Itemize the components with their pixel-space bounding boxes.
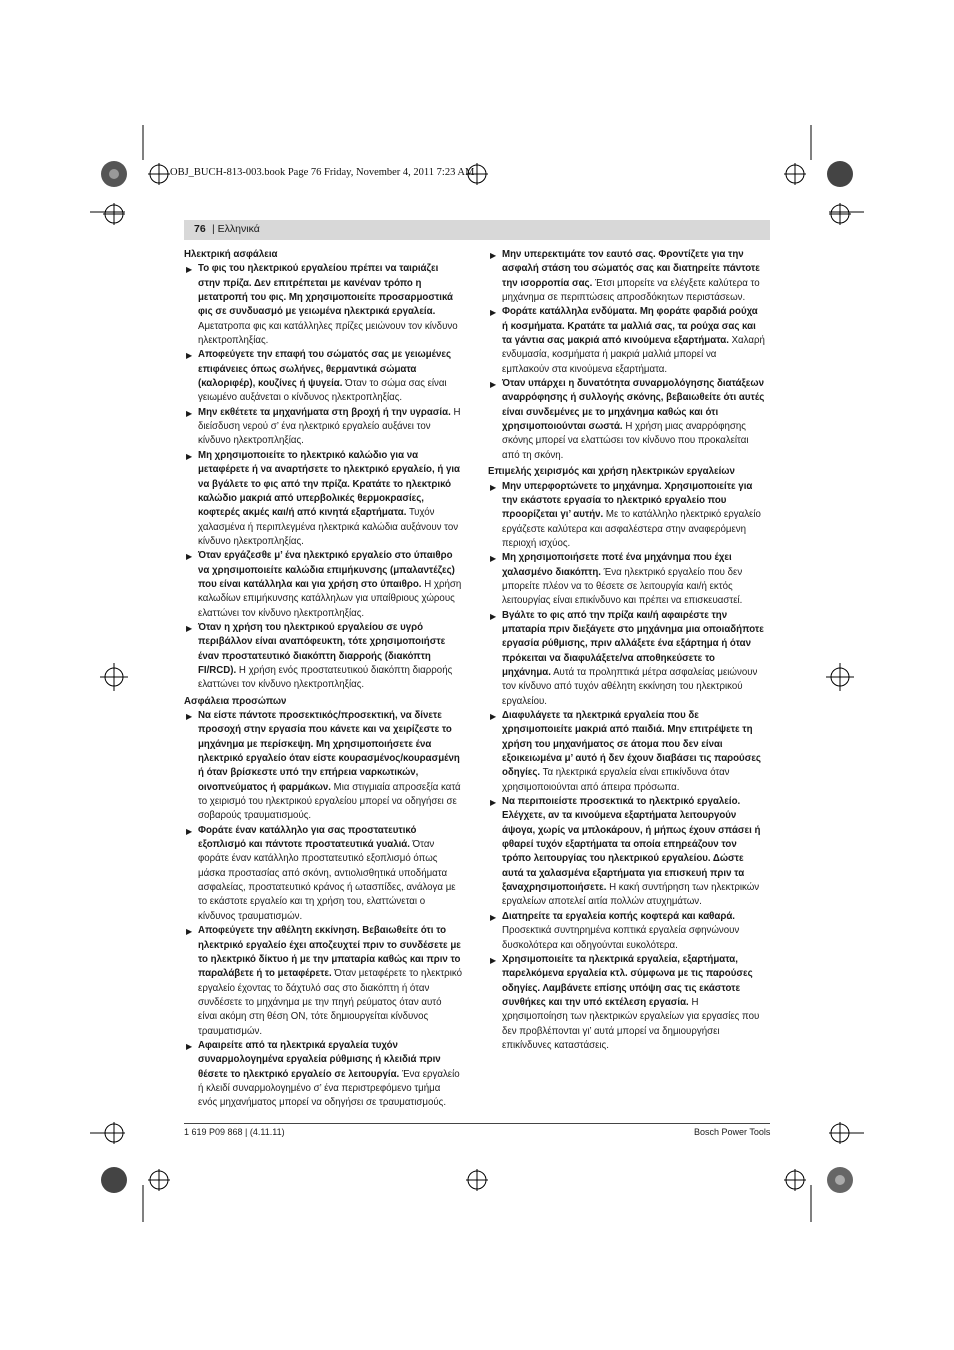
instruction-text: Η διείσδυση νερού σ’ ένα ηλεκτρικό εργαλείο αυξάνει τον κίνδυνο ηλεκτροπληξίας. bbox=[198, 406, 461, 447]
triangle-bullet-icon: ▶ bbox=[490, 380, 497, 390]
footer-rule bbox=[184, 1123, 770, 1124]
triangle-bullet-icon: ▶ bbox=[186, 265, 193, 275]
instruction-bold: Όταν υπάρχει η δυνατότητα συναρμολόγησης διατάξεων αναρρόφησης ή συλλογής σκόνης, βεβαιωθείτε ότι αυτές είναι συνδεμένες με το μηχάνημα καθώς και ότι χρησιμοποιούνται σωστά. bbox=[502, 378, 765, 433]
instruction-bold: Χρησιμοποιείτε τα ηλεκτρικά εργαλεία, εξαρτήματα, παρελκόμενα εργαλεία κτλ. σύμφωνα με τις παρούσες οδηγίες. Λαμβάνετε επίσης υπόψη σας τις εκάστοτε συνθήκες και την υπό εκτέλεση εργασία. bbox=[502, 953, 753, 1008]
safety-instruction bbox=[184, 406, 462, 449]
instruction-bold: Μη χρησιμοποιήσετε ποτέ ένα μηχάνημα που έχει χαλασμένο διακόπτη. bbox=[502, 552, 732, 578]
instruction-text: Αμετατροπα φις και κατάλληλες πρίζες μειώνουν τον κίνδυνο ηλεκτροπληξίας. bbox=[198, 320, 458, 347]
safety-instruction bbox=[488, 551, 766, 608]
safety-instruction bbox=[184, 709, 462, 824]
footer-brand: Bosch Power Tools bbox=[694, 1127, 771, 1137]
header-bar bbox=[184, 220, 770, 240]
instruction-bold: Να είστε πάντοτε προσεκτικός/προσεκτική, να δίνετε προσοχή στην εργασία που κάνετε και να χειρίζεστε το μηχάνημα με περίσκεψη. Μη χρησιμοποιήσετε ένα ηλεκτρικό εργαλείο όταν είστε κουρασμένος/κουρασμένη ή όταν βρίσκεστε υπό την επήρεια ναρκωτικών, οινοπνεύματος ή φαρμάκων. bbox=[198, 710, 460, 793]
instruction-bold: Αποφεύγετε την αθέλητη εκκίνηση. Βεβαιωθείτε ότι το ηλεκτρικό εργαλείο έχει αποζευχτεί πριν το συνδέσετε με το ηλεκτρικό δίκτυο ή με την μπαταρία καθώς και πριν το παραλάβετε ή το μεταφέρετε. bbox=[198, 925, 461, 980]
instruction-bold: Μην υπερεκτιμάτε τον εαυτό σας. Φροντίζετε για την ασφαλή στάση του σώματός σας και διατηρείτε πάντοτε την ισορροπία σας. bbox=[502, 249, 760, 289]
instruction-text: Όταν μεταφέρετε το ηλεκτρικό εργαλείο έχοντας το δάχτυλό σας στο διακόπτη ή όταν συνδέσετε το μηχάνημα με την πηγή ρεύματος όταν αυτό είναι ακόμη στη θέση ON, τότε δημιουργείται κίνδυνος τραυματισμών. bbox=[198, 968, 462, 1037]
instruction-text: Μια στιγμιαία απροσεξία κατά το χειρισμό του ηλεκτρικού εργαλείου μπορεί να οδηγήσει σε σοβαρούς τραυματισμούς. bbox=[198, 781, 461, 822]
instruction-text: Η κακή συντήρηση των ηλεκτρικών εργαλείων αποτελεί αιτία πολλών ατυχημάτων. bbox=[502, 882, 760, 908]
triangle-bullet-icon: ▶ bbox=[490, 798, 497, 808]
triangle-bullet-icon: ▶ bbox=[186, 351, 193, 361]
instruction-bold: Το φις του ηλεκτρικού εργαλείου πρέπει να ταιριάζει στην πρίζα. Δεν επιτρέπεται με κανέναν τρόπο η μετατροπή του φις. Μη χρησιμοποιείτε προσαρμοστικά φις σε συνδυασμό με γειωμένα ηλεκτρικά εργαλεία. bbox=[198, 263, 454, 318]
triangle-bullet-icon: ▶ bbox=[186, 623, 193, 633]
instruction-bold: Όταν η χρήση του ηλεκτρικού εργαλείου σε υγρό περιβάλλον είναι αναπόφευκτη, τότε χρησιμοποιήστε έναν προστατευτικό διακόπτη διαρροής (διακόπτη FI/RCD). bbox=[198, 621, 446, 676]
instruction-text: Η χρησιμοποίηση των ηλεκτρικών εργαλείων για εργασίες που δεν προβλέπονται γι’ αυτά μπορεί να δημιουργήσει επικίνδυνες καταστάσεις. bbox=[502, 996, 760, 1051]
instruction-bold: Μη χρησιμοποιείτε το ηλεκτρικό καλώδιο για να μεταφέρετε ή να αναρτήσετε το ηλεκτρικό εργαλείο, ή για να βγάλετε το φις από την πρίζα. Κρατάτε το ηλεκτρικό καλώδιο μακριά από υπερβολικές θερμοκρασίες, κοφτερές ακμές και/ή από κινητά εξαρτήματα. bbox=[198, 449, 461, 519]
safety-instruction bbox=[488, 480, 766, 552]
instruction-bold: Διατηρείτε τα εργαλεία κοπής κοφτερά και καθαρά. bbox=[502, 910, 735, 922]
safety-instruction bbox=[488, 248, 766, 305]
instruction-bold: Διαφυλάγετε τα ηλεκτρικά εργαλεία που δε χρησιμοποιείτε μακριά από παιδιά. Μην επιτρέψετε τη χρήση του μηχανήματος σε άτομα που δεν είναι εξοικειωμένα μ’ αυτό ή δεν έχουν διαβάσει τις παρούσες οδηγίες. bbox=[502, 710, 761, 779]
footer-doc-number: 1 619 P09 868 | (4.11.11) bbox=[184, 1127, 285, 1137]
instruction-bold: Φοράτε κατάλληλα ενδύματα. Μη φοράτε φαρδιά ρούχα ή κοσμήματα. Κρατάτε τα μαλλιά σας, τα ρούχα σας και τα γάντια σας μακριά από κινούμενα εξαρτήματα. bbox=[502, 306, 758, 347]
instruction-text: Τυχόν χαλασμένα ή περιπλεγμένα ηλεκτρικά καλώδια αυξάνουν τον κίνδυνο ηλεκτροπληξίας. bbox=[198, 507, 459, 547]
instruction-text: Με το κατάλληλο ηλεκτρικό εργαλείο εργάζεστε καλύτερα και ασφαλέστερα στην αναφερόμενη περιοχή ισχύος. bbox=[502, 509, 761, 549]
right-column bbox=[488, 248, 766, 1053]
instruction-text: Έτσι μπορείτε να ελέγξετε καλύτερα το μηχάνημα σε περιπτώσεις απροσδόκητων περιστάσεων. bbox=[502, 277, 760, 304]
instruction-text: Όταν φοράτε έναν κατάλληλο προστατευτικό εξοπλισμό όπως μάσκα προστασίας από σκόνη, αντιολισθητικά υποδήματα ασφαλείας, προστατευτικό κράνος ή ωτασπίδες, ανάλογα με το εκάστοτε εργαλείο και τη χρήση του, ελαττώνεται ο κίνδυνος τραυματισμών. bbox=[198, 839, 456, 922]
instruction-text: Ένα εργαλείο ή κλειδί συναρμολογημένο σ’ ένα περιστρεφόμενο τμήμα ενός μηχανήματος μπορεί να οδηγήσει σε τραυματισμούς. bbox=[198, 1068, 460, 1109]
safety-instruction bbox=[488, 953, 766, 1053]
triangle-bullet-icon: ▶ bbox=[490, 251, 497, 260]
triangle-bullet-icon: ▶ bbox=[490, 912, 497, 922]
triangle-bullet-icon: ▶ bbox=[490, 554, 497, 564]
triangle-bullet-icon: ▶ bbox=[490, 712, 497, 721]
instruction-text: Όταν το σώμα σας είναι γειωμένο αυξάνεται ο κίνδυνος ηλεκτροπληξίας. bbox=[198, 378, 447, 404]
instruction-bold: Αποφεύγετε την επαφή του σώματός σας με γειωμένες επιφάνειες όπως σωλήνες, θερμαντικά σώματα (καλοριφέρ), κουζίνες ή ψυγεία. bbox=[198, 349, 452, 390]
triangle-bullet-icon: ▶ bbox=[490, 611, 497, 621]
triangle-bullet-icon: ▶ bbox=[186, 552, 193, 562]
safety-instruction bbox=[488, 709, 766, 795]
triangle-bullet-icon: ▶ bbox=[490, 482, 497, 492]
safety-instruction bbox=[184, 824, 462, 924]
triangle-bullet-icon: ▶ bbox=[186, 927, 193, 937]
instruction-bold: Αφαιρείτε από τα ηλεκτρικά εργαλεία τυχόν συναρμολογημένα εργαλεία ρύθμισης ή κλειδιά πριν θέσετε το ηλεκτρικό εργαλείο σε λειτουργία. bbox=[198, 1039, 441, 1080]
triangle-bullet-icon: ▶ bbox=[186, 451, 193, 461]
instruction-text: Η χρήση καλωδίων επιμήκυνσης κατάλληλων για υπαίθριους χώρους ελαττώνει τον κίνδυνο ηλεκτροπληξίας. bbox=[198, 578, 462, 619]
section-title-electrical-safety: Ηλεκτρική ασφάλεια bbox=[184, 249, 278, 260]
language-label: | Ελληνικά bbox=[212, 223, 260, 235]
safety-instruction bbox=[488, 795, 766, 910]
safety-instruction bbox=[184, 621, 462, 693]
triangle-bullet-icon: ▶ bbox=[186, 712, 193, 721]
safety-instruction bbox=[184, 924, 462, 1039]
safety-instruction bbox=[488, 910, 766, 953]
instruction-bold: Να περιποιείστε προσεκτικά το ηλεκτρικό εργαλείο. Ελέγχετε, αν τα κινούμενα εξαρτήματα λειτουργούν άψογα, χωρίς να μπλοκάρουν, ή μήπως έχουν σπάσει ή φθαρεί τυχόν εξαρτήματα τα οποία επηρεάζουν τον τρόπο λειτουργίας του ηλεκτρικού εργαλείου. Δώστε αυτά τα χαλασμένα εξαρτήματα για επισκευή πριν τα ξαναχρησιμοποιήσετε. bbox=[502, 796, 761, 894]
instruction-text: Τα ηλεκτρικά εργαλεία είναι επικίνδυνα όταν χρησιμοποιούνται από άπειρα πρόσωπα. bbox=[502, 767, 730, 793]
triangle-bullet-icon: ▶ bbox=[186, 1041, 193, 1051]
safety-instruction bbox=[184, 449, 462, 549]
triangle-bullet-icon: ▶ bbox=[186, 408, 193, 418]
safety-instruction bbox=[488, 609, 766, 709]
safety-instruction bbox=[184, 262, 462, 348]
safety-instruction bbox=[184, 1039, 462, 1111]
left-column bbox=[184, 248, 462, 1111]
safety-instruction bbox=[488, 305, 766, 377]
safety-instruction bbox=[184, 549, 462, 621]
instruction-text: Χαλαρή ενδυμασία, κοσμήματα ή μακριά μαλλιά μπορεί να εμπλακούν στα κινούμενα εξαρτήματα. bbox=[502, 335, 765, 375]
instruction-bold: Μην υπερφορτώνετε το μηχάνημα. Χρησιμοποιείτε για την εκάστοτε εργασία το ηλεκτρικό εργαλείο που προορίζεται γι’ αυτήν. bbox=[502, 480, 753, 521]
instruction-text: Η χρήση ενός προστατευτικού διακόπτη διαρροής ελαττώνει τον κίνδυνο ηλεκτροπληξίας. bbox=[198, 664, 453, 691]
triangle-bullet-icon: ▶ bbox=[186, 826, 193, 836]
section-title-personal-safety: Ασφάλεια προσώπων bbox=[184, 695, 287, 707]
triangle-bullet-icon: ▶ bbox=[490, 308, 497, 318]
safety-instruction bbox=[184, 348, 462, 405]
instruction-bold: Φοράτε έναν κατάλληλο για σας προστατευτικό εξοπλισμό και πάντοτε προστατευτικά γυαλιά. bbox=[198, 824, 417, 851]
instruction-bold: Όταν εργάζεσθε μ’ ένα ηλεκτρικό εργαλείο στο ύπαιθρο να χρησιμοποιείτε καλώδια επιμήκυνσης (μπαλαντέζες) που είναι κατάλληλα και για χρήση στο ύπαιθρο. bbox=[198, 550, 455, 590]
instruction-bold: Βγάλτε το φις από την πρίζα και/ή αφαιρέστε την μπαταρία πριν διεξάγετε στο μηχάνημα μια οποιαδήποτε εργασία ρύθμισης, πριν αλλάξετε ένα εξάρτημα ή όταν πρόκειται να διαφυλάξετε/να αποθηκεύσετε το μηχάνημα. bbox=[502, 609, 764, 678]
instruction-text: Προσεκτικά συντηρημένα κοπτικά εργαλεία σφηνώνουν δυσκολότερα και οδηγούνται ευκολότερα. bbox=[502, 925, 740, 951]
print-slug: OBJ_BUCH-813-003.book Page 76 Friday, November 4, 2011 7:23 AM bbox=[170, 167, 475, 178]
page-number: 76 bbox=[194, 223, 206, 235]
instruction-text: Ένα ηλεκτρικό εργαλείο που δεν μπορείτε πλέον να το θέσετε σε λειτουργία και/ή εκτός λειτουργίας είναι επικίνδυνο και πρέπει να επισκευαστεί. bbox=[502, 566, 743, 607]
safety-instruction bbox=[488, 377, 766, 463]
instruction-text: Αυτά τα προληπτικά μέτρα ασφαλείας μειώνουν τον κίνδυνο από τυχόν αθέλητη εκκίνηση του ηλεκτρικού εργαλείου. bbox=[502, 666, 758, 707]
section-title-tool-use: Επιμελής χειρισμός και χρήση ηλεκτρικών εργαλείων bbox=[488, 466, 735, 478]
triangle-bullet-icon: ▶ bbox=[490, 955, 497, 965]
instruction-text: Η χρήση μιας αναρρόφησης σκόνης μπορεί να ελαττώσει τον κίνδυνο που προκαλείται από τη σκόνη. bbox=[502, 421, 749, 461]
instruction-bold: Μην εκθέτετε τα μηχανήματα στη βροχή ή την υγρασία. bbox=[198, 406, 451, 418]
